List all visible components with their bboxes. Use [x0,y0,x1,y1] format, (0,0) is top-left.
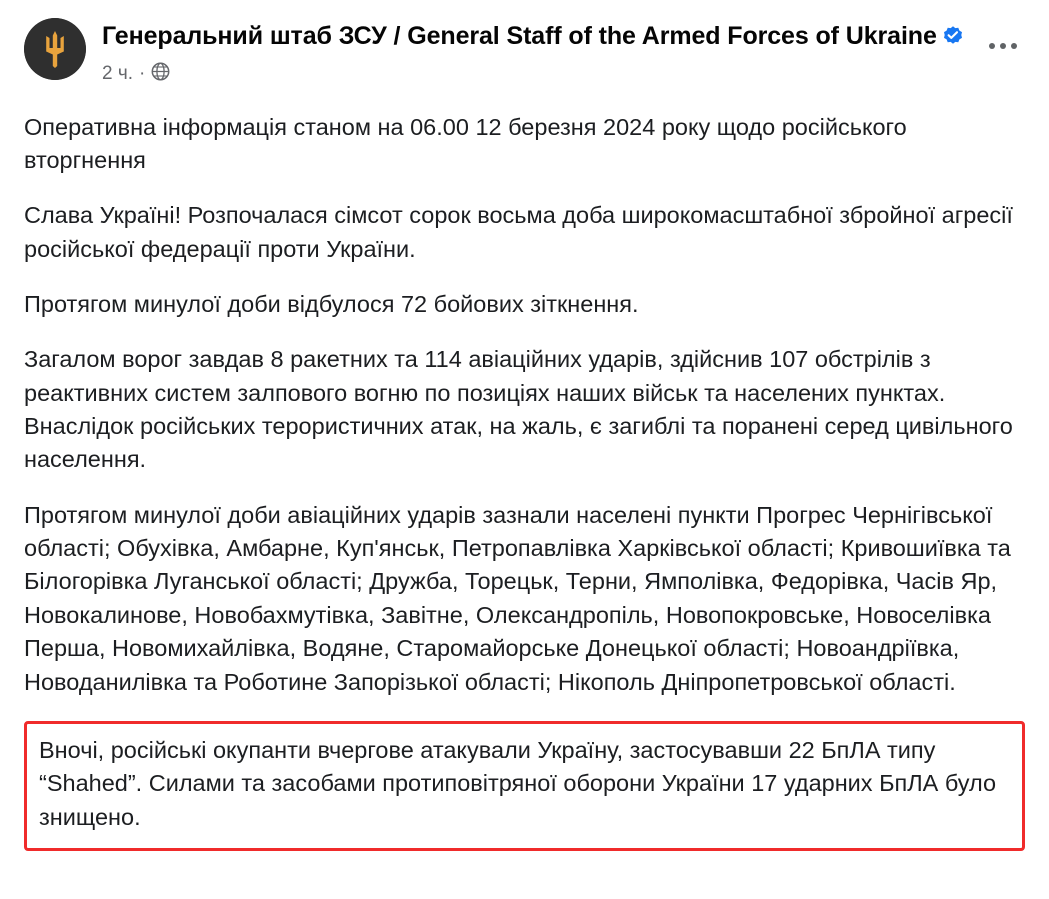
page-name[interactable]: Генеральний штаб ЗСУ / General Staff of the Armed Forces of Ukraine [102,22,937,50]
verified-badge-icon [942,23,964,56]
more-dot [989,43,995,49]
highlighted-section [24,721,1025,851]
post-header [24,18,1025,87]
more-options-icon[interactable] [983,32,1023,60]
meta-separator: · [139,63,146,84]
globe-public-icon[interactable] [151,62,170,87]
post-paragraph: Протягом минулої доби відбулося 72 бойових зіткнення. [24,290,639,317]
post-body [24,111,1025,851]
highlighted-paragraph: Вночі, російські окупанти вчергове атакували Україну, застосувавши 22 БпЛА типу “Shahed”. Силами та засобами протиповітряної оборони України 17 ударних БпЛА було знищено. [39,736,997,830]
avatar[interactable] [24,18,86,80]
more-dot [1000,43,1006,49]
ukraine-trident-emblem-icon [24,18,86,80]
post-paragraph: Оперативна інформація станом на 06.00 12 березня 2024 року щодо російського вторгнення [24,113,907,173]
post-paragraph: Протягом минулої доби авіаційних ударів зазнали населені пункти Прогрес Чернігівської області; Обухівка, Амбарне, Куп'янськ, Петропавлівка Харківської області; Кривошиївка та Білогорівка Луганської області; Дружба, Торецьк, Терни, Ямполівка, Федорівка, Часів Яр, Новокалинове, Новобахмутівка, Завітне, Олександропіль, Новопокровське, Новоселівка Перша, Новомихайлівка, Водяне, Старомайорське Донецької області; Новоандріївка, Новоданилівка та Роботине Запорізької області; Нікополь Дніпропетровської області. [24,501,1011,695]
page-name-row [102,20,965,56]
post-paragraph: Загалом ворог завдав 8 ракетних та 114 авіаційних ударів, здійснив 107 обстрілів з реактивних систем залпового вогню по позиціях наших військ та населених пунктах. Внаслідок російських терористичних атак, на жаль, є загиблі та поранені серед цивільного населення. [24,346,1013,473]
post-header-text [102,18,965,87]
post-timestamp[interactable]: 2 ч. [102,63,134,84]
more-dot [1011,43,1017,49]
post-paragraph: Слава Україні! Розпочалася сімсот сорок восьма доба широкомасштабної збройної агресії російської федерації проти України. [24,202,1013,262]
post-meta [102,62,965,87]
